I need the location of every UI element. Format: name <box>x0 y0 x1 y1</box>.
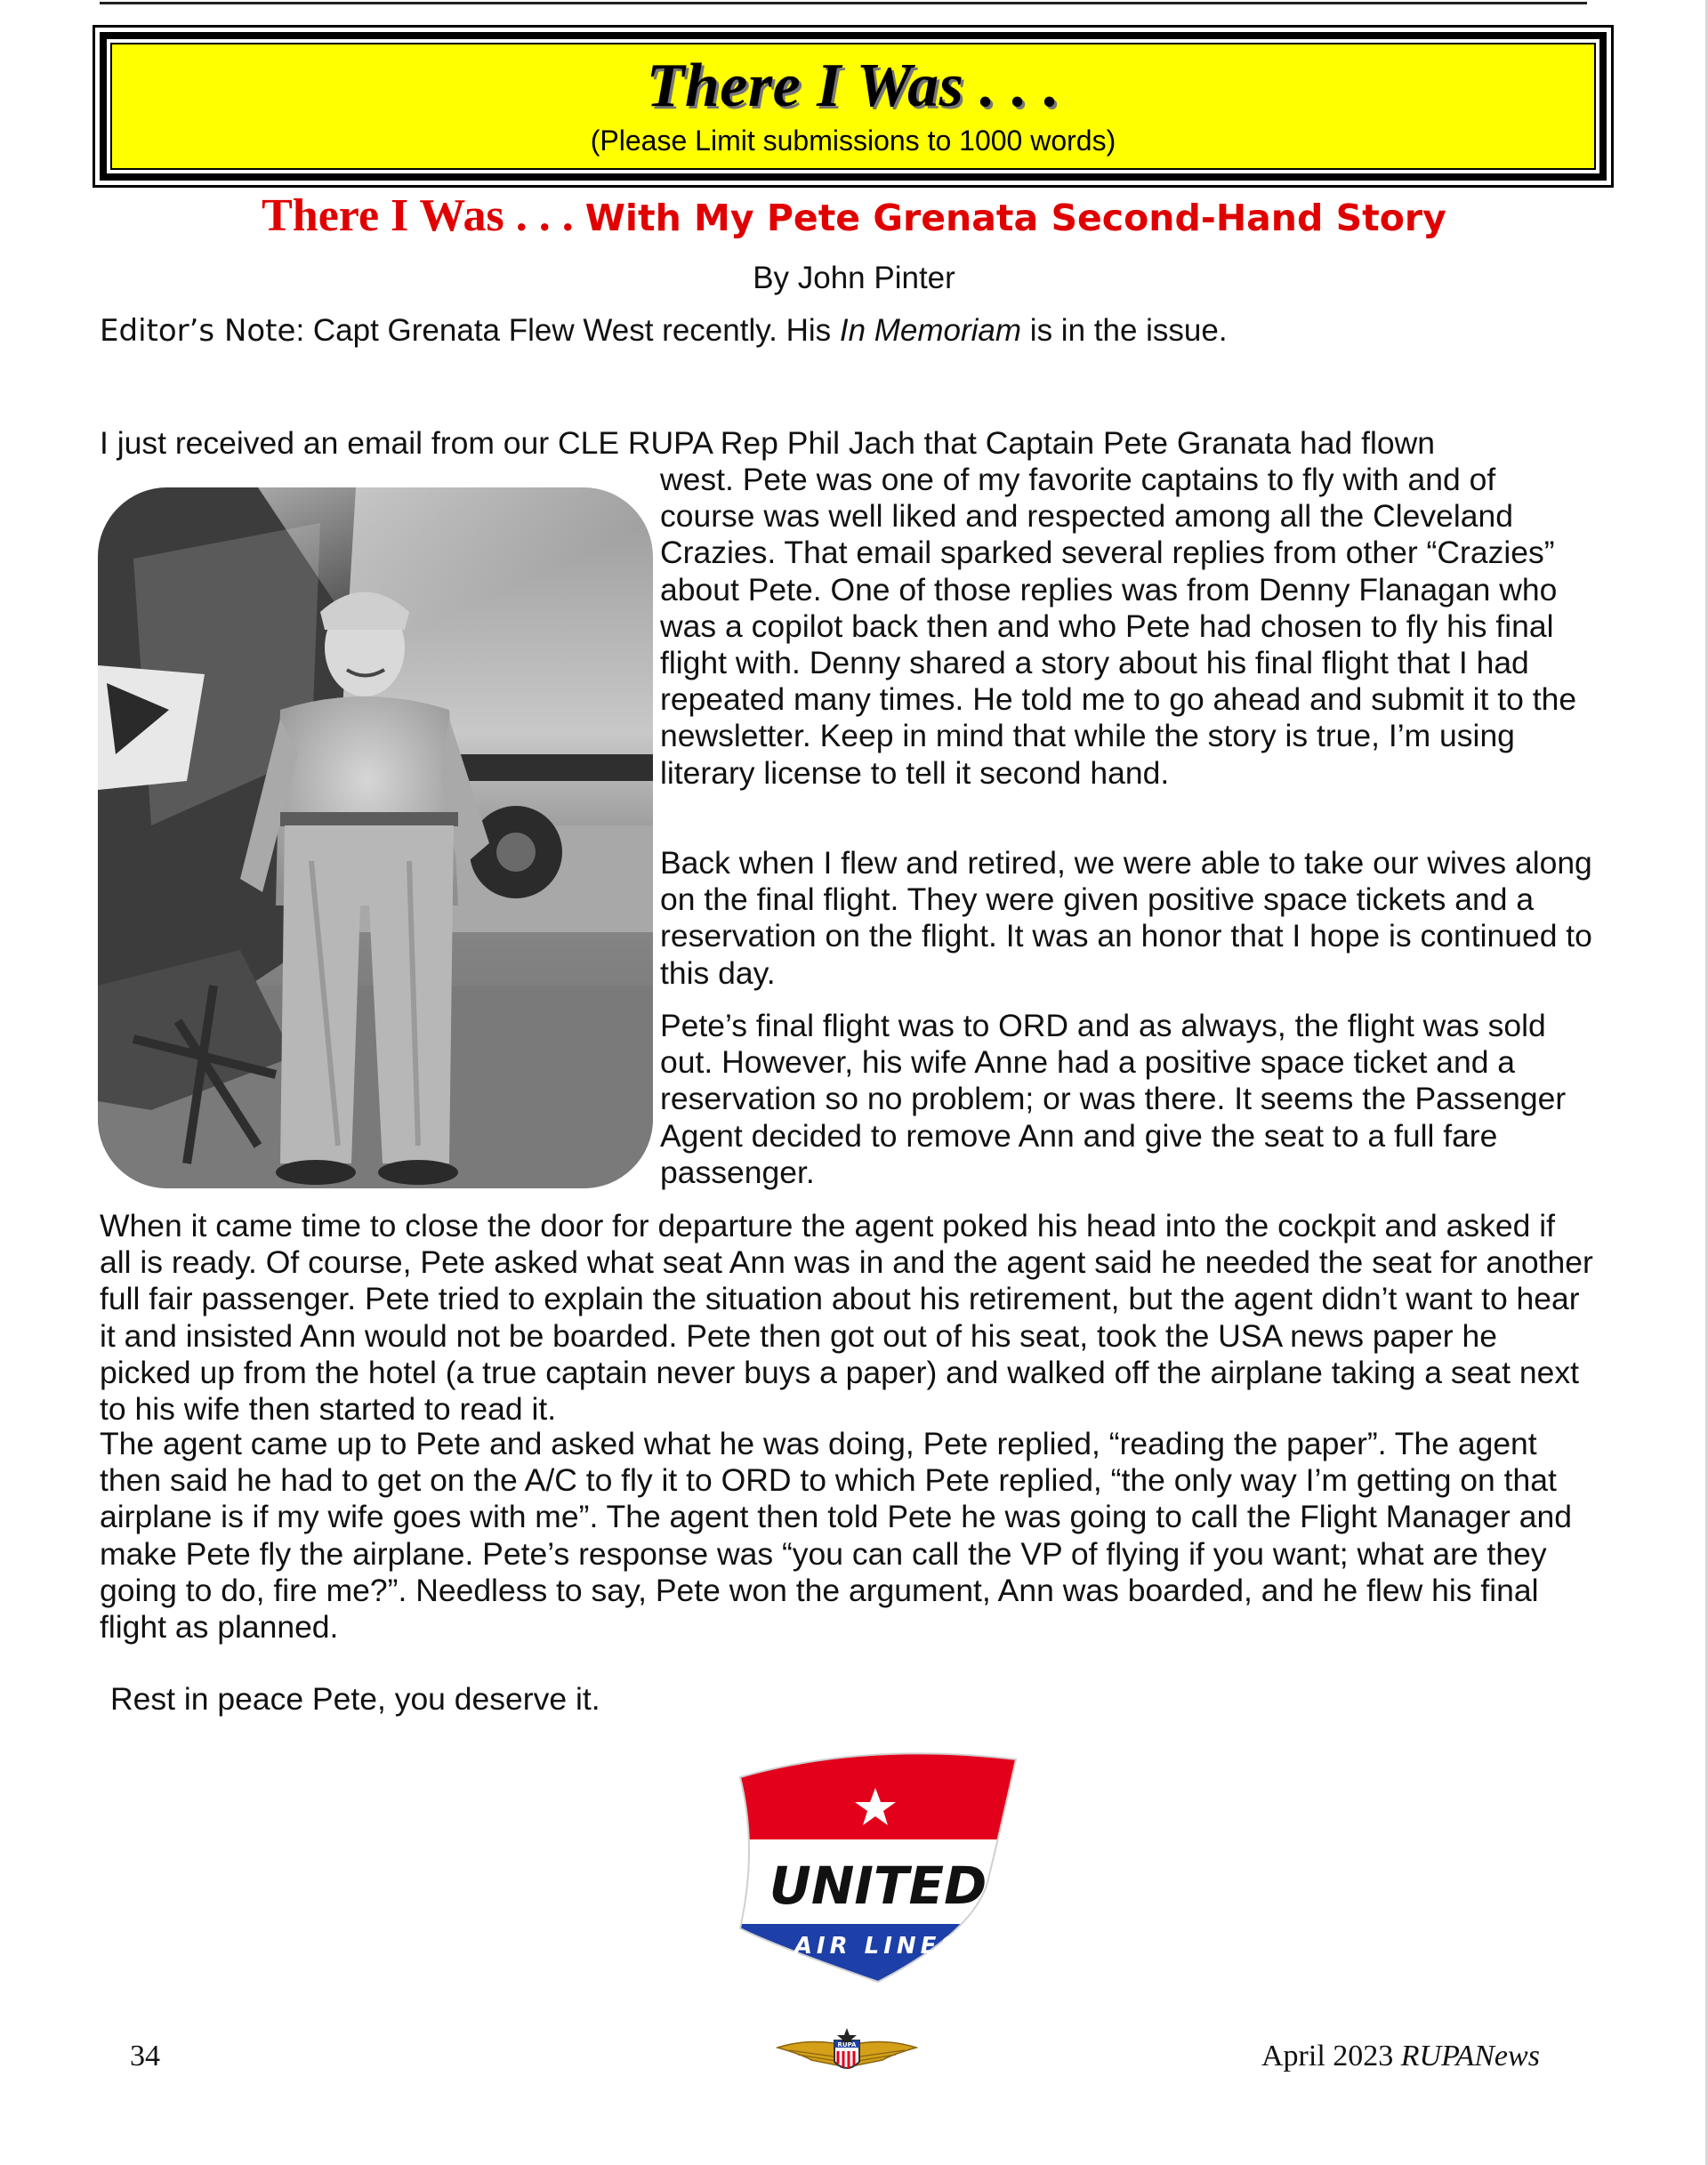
footer-issue <box>1261 2040 1540 2073</box>
paragraph-3: Pete’s final flight was to ORD and as always, the flight was sold out. However, his wife Anne had a positive space ticket and a reservation so no problem; or was there. It seems the Passenger Agent decided to remove Ann and give the seat to a full fare passenger. <box>660 1008 1567 1190</box>
editor-note-italic: In Memoriam <box>839 313 1022 348</box>
paragraph-4: When it came time to close the door for departure the agent poked his head into the cockpit and asked if all is ready. Of course, Pete asked what seat Ann was in and the agent said he needed the seat for another full fair passenger. Pete tried to explain the situation about his retirement, but the agent didn’t want to hear it and insisted Ann would not be boarded. Pete then got out of his seat, took the USA news paper he picked up from the hotel (a true captain never buys a paper) and walked off the airplane taking a seat next to his wife then started to read it. <box>100 1208 1593 1428</box>
rupa-wings-icon <box>776 2028 918 2081</box>
paragraph-5: The agent came up to Pete and asked what he was doing, Pete replied, “reading the paper”. The agent then said he had to get on the A/C to fly it to ORD to which Pete replied, “the only way I’m getting on that airplane is if my wife goes with me”. The agent then told Pete he was going to call the Flight Manager and make Pete fly the airplane. Pete’s response was “you can call the VP of flying if you want; what are they going to do, fire me?”. Needless to say, Pete won the argument, Ann was boarded, and he flew his final flight as planned. <box>100 1426 1572 1646</box>
united-air-lines-logo <box>722 1742 1034 1991</box>
footer-publication: RUPANews <box>1400 2040 1540 2072</box>
top-rule <box>100 2 1587 4</box>
wings-label: RUPA <box>837 2041 857 2048</box>
story-title-lead: There I Was . . . <box>262 190 585 241</box>
editor-note-text: : Capt Grenata Flew West recently. His <box>295 313 840 348</box>
paragraph-1: west. Pete was one of my favorite captains to fly with and of course was well liked and respected among all the Cleveland Crazies. That email sparked several replies from other “Crazies” about Pete. One of those replies was from Denny Flanagan who was a copilot back then and who Pete had chosen to fly his final flight with. Denny shared a story about his final flight that I had repeated many times. He told me to go ahead and submit it to the newsletter. Keep in mind that while the story is true, I’m using literary license to tell it second hand. <box>660 462 1577 791</box>
story-title <box>0 189 1708 242</box>
paragraph-6: Rest in peace Pete, you deserve it. <box>110 1681 600 1717</box>
paragraph-1-first-line: I just received an email from our CLE RUPA Rep Phil Jach that Captain Pete Granata had flown <box>100 425 1435 461</box>
editor-note-label: Editor’s Note <box>100 313 296 349</box>
logo-subtext: AIR LINES <box>794 1933 963 1960</box>
footer-date: April 2023 <box>1261 2040 1401 2072</box>
banner-title: There I Was . . . <box>646 52 1060 120</box>
byline: By John Pinter <box>753 261 955 295</box>
section-banner <box>93 25 1614 188</box>
paragraph-2: Back when I flew and retired, we were able to take our wives along on the final flight. They were given positive space tickets and a reservation on the flight. It was an honor that I hope is continued to this day. <box>660 845 1592 991</box>
editor-note-end: is in the issue. <box>1021 313 1228 348</box>
editor-note <box>100 313 1228 349</box>
story-title-rest: With My Pete Grenata Second-Hand Story <box>584 197 1446 239</box>
banner-subtitle: (Please Limit submissions to 1000 words) <box>590 125 1116 157</box>
page-number: 34 <box>130 2040 160 2072</box>
pilot-photo <box>98 487 653 1188</box>
logo-wordmark: UNITED <box>769 1855 987 1916</box>
